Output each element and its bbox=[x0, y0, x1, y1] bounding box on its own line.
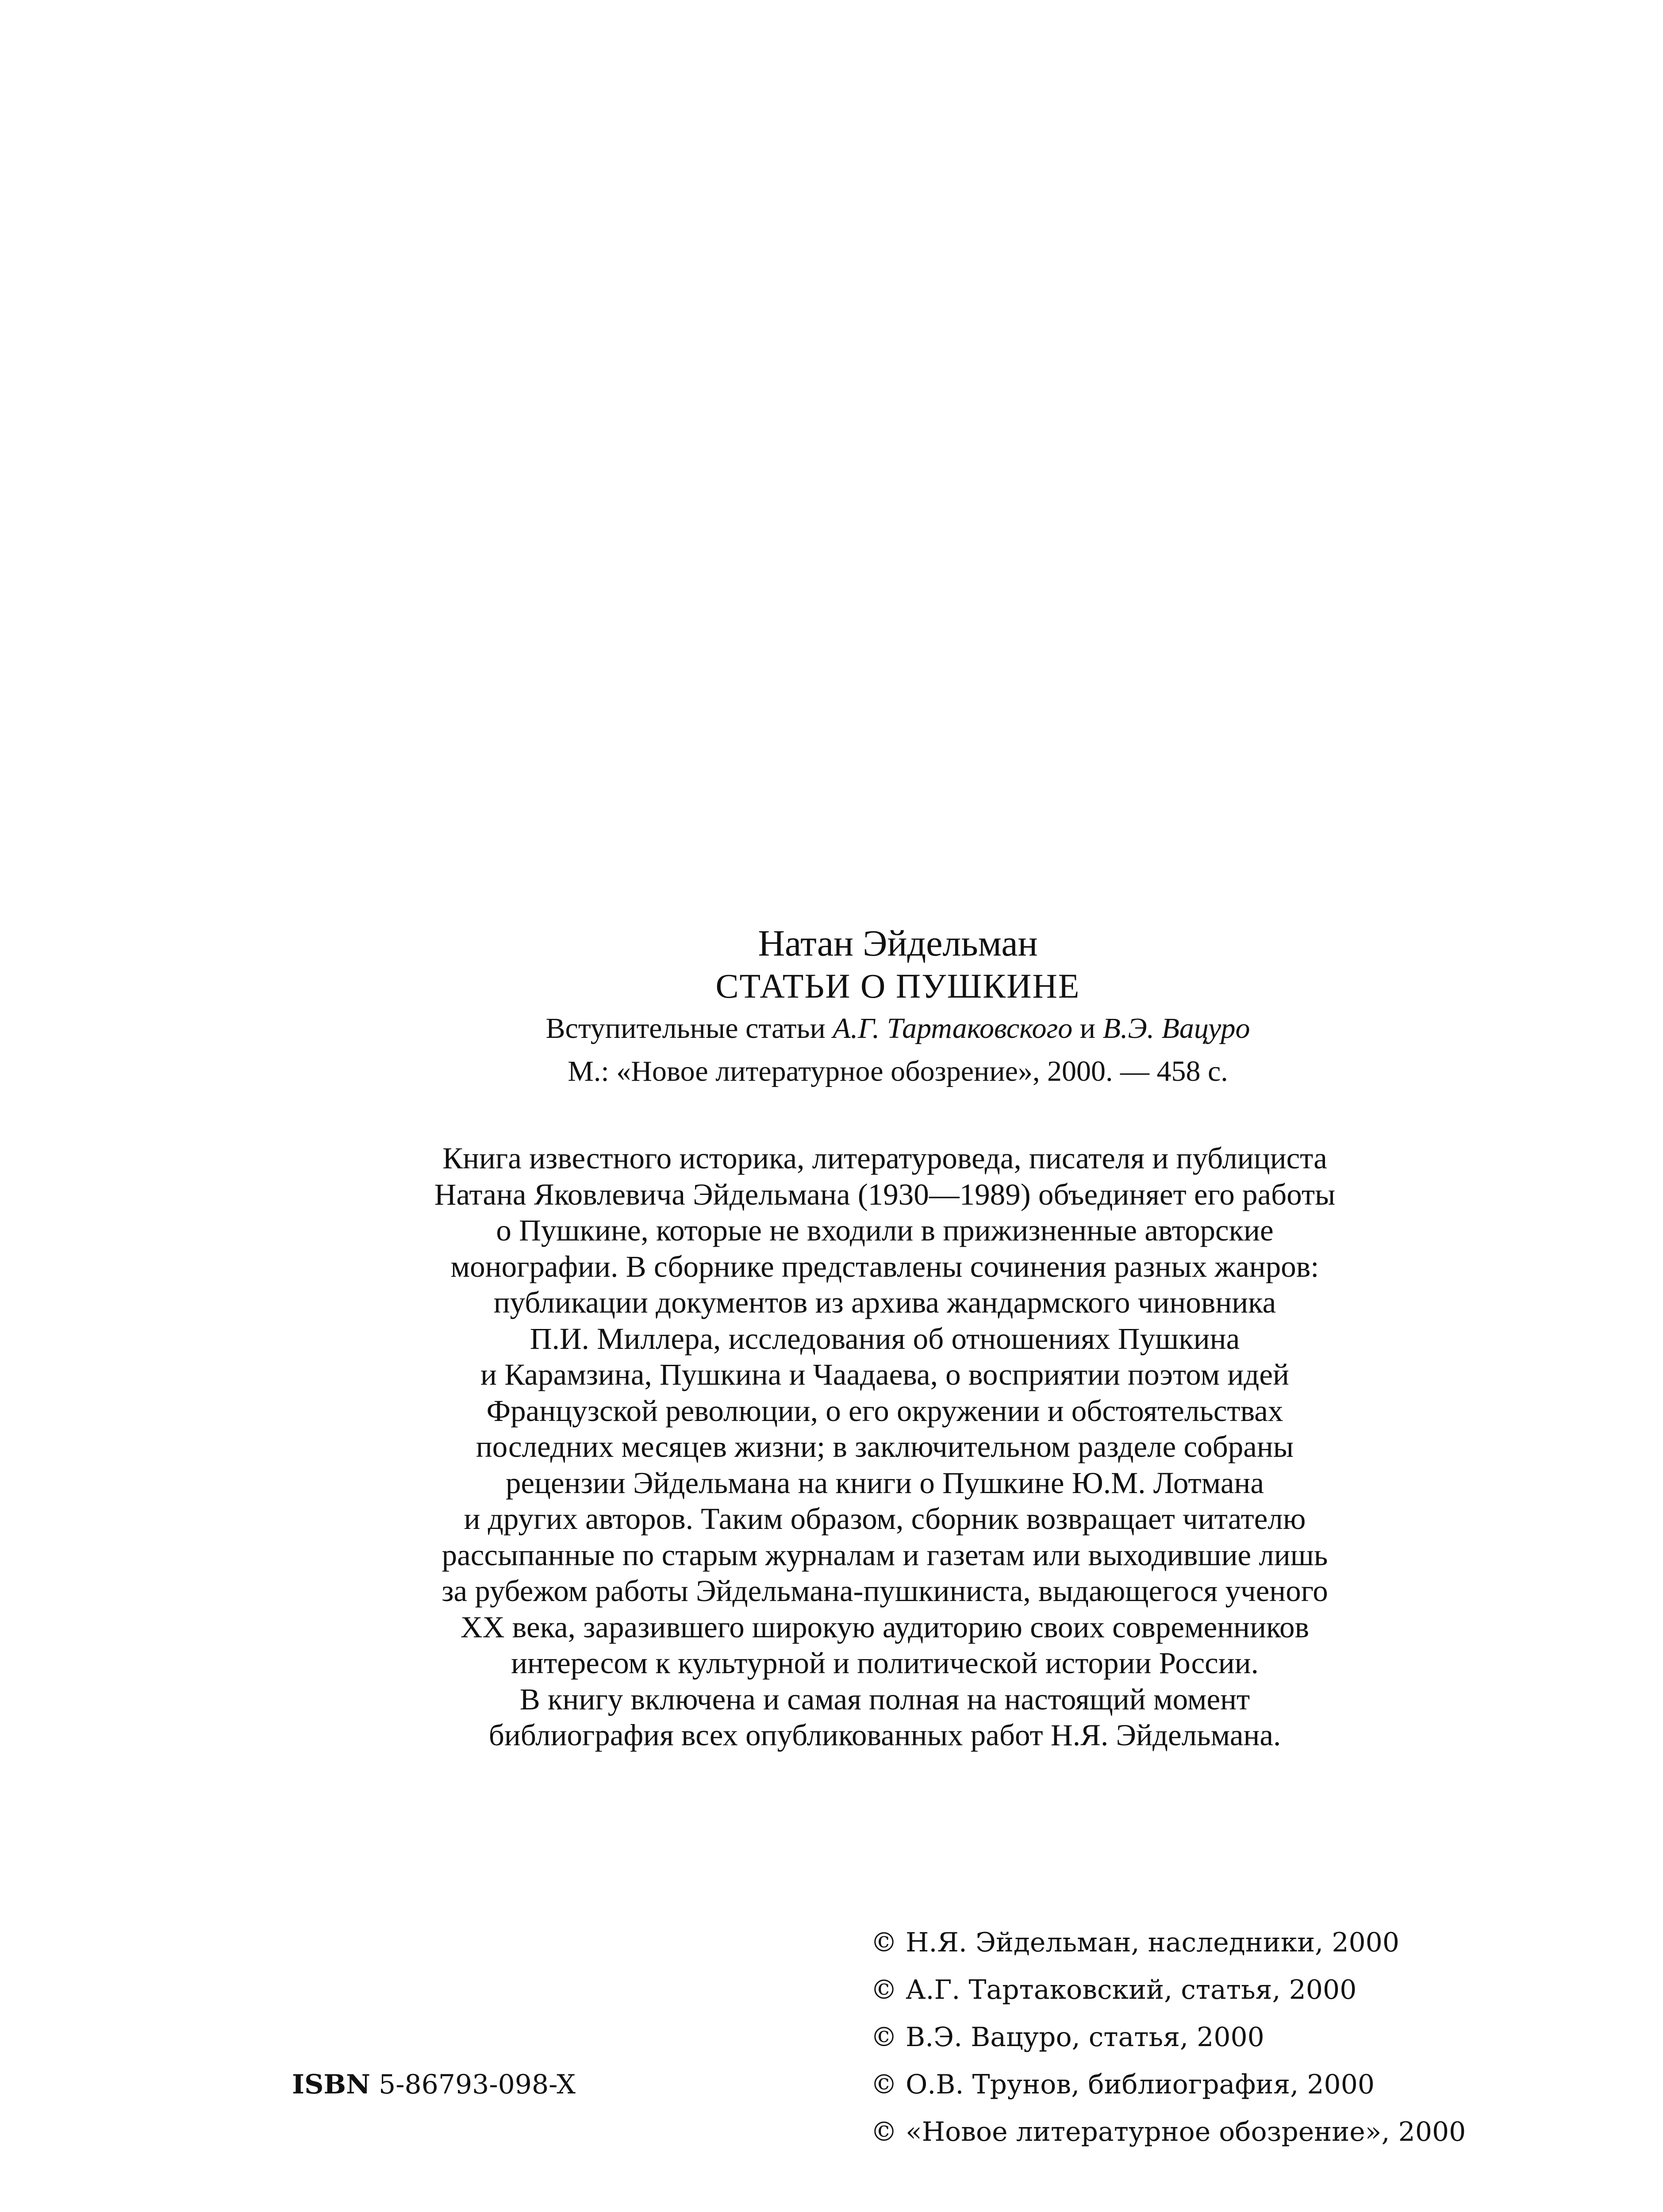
annotation-line: за рубежом работы Эйдельмана-пушкиниста, выдающегося ученого bbox=[442, 1574, 1328, 1608]
book-annotation bbox=[221, 1141, 1548, 1754]
annotation-line: В книгу включена и самая полная на настоящий момент bbox=[519, 1682, 1250, 1716]
annotation-line: рецензии Эйдельмана на книги о Пушкине Ю.М. Лотмана bbox=[505, 1466, 1264, 1500]
book-author: Натан Эйдельман bbox=[758, 923, 1038, 964]
annotation-line: Французской революции, о его окружении и обстоятельствах bbox=[486, 1394, 1283, 1428]
annotation-line: и других авторов. Таким образом, сборник возвращает читателю bbox=[464, 1502, 1306, 1536]
annotation-line: Книга известного историка, литературоведа, писателя и публициста bbox=[442, 1141, 1327, 1175]
isbn-label: ISBN bbox=[292, 2069, 370, 2100]
intro-conjunction: и bbox=[1072, 1012, 1103, 1045]
intro-articles-line bbox=[66, 1010, 1663, 1047]
annotation-line: интересом к культурной и политической истории России. bbox=[511, 1646, 1259, 1680]
copyright-line: © А.Г. Тартаковский, статья, 2000 bbox=[871, 1974, 1357, 2005]
book-title: СТАТЬИ О ПУШКИНЕ bbox=[715, 967, 1080, 1005]
annotation-line: XX века, заразившего широкую аудиторию своих современников bbox=[460, 1610, 1310, 1644]
annotation-line: П.И. Миллера, исследования об отношениях Пушкина bbox=[530, 1321, 1240, 1356]
copyright-block bbox=[871, 1919, 1466, 2156]
annotation-line: и Карамзина, Пушкина и Чаадаева, о восприятии поэтом идей bbox=[480, 1358, 1289, 1391]
annotation-line: монографии. В сборнике представлены сочинения разных жанров: bbox=[450, 1249, 1319, 1283]
annotation-line: публикации документов из архива жандармского чиновника bbox=[493, 1286, 1276, 1319]
intro-author-2: В.Э. Вацуро bbox=[1102, 1012, 1250, 1045]
copyright-line: © «Новое литературное обозрение», 2000 bbox=[871, 2116, 1466, 2147]
annotation-line: о Пушкине, которые не входили в прижизненные авторские bbox=[496, 1214, 1274, 1247]
isbn-number: 5-86793-098-X bbox=[370, 2069, 576, 2100]
annotation-line: последних месяцев жизни; в заключительном разделе собраны bbox=[476, 1430, 1294, 1463]
copyright-line: © О.В. Трунов, библиография, 2000 bbox=[871, 2069, 1375, 2100]
publisher-imprint: М.: «Новое литературное обозрение», 2000. — 458 с. bbox=[568, 1055, 1228, 1087]
annotation-line: библиография всех опубликованных работ Н.Я. Эйдельмана. bbox=[488, 1718, 1281, 1752]
isbn bbox=[292, 2061, 576, 2108]
copyright-line: © Н.Я. Эйдельман, наследники, 2000 bbox=[871, 1927, 1400, 1958]
intro-prefix: Вступительные статьи bbox=[545, 1012, 833, 1045]
intro-author-1: А.Г. Тартаковского bbox=[833, 1012, 1073, 1045]
annotation-line: Натана Яковлевича Эйдельмана (1930—1989) объединяет его работы bbox=[434, 1177, 1336, 1211]
annotation-line: рассыпанные по старым журналам и газетам или выходившие лишь bbox=[442, 1538, 1328, 1572]
copyright-line: © В.Э. Вацуро, статья, 2000 bbox=[871, 2022, 1264, 2053]
